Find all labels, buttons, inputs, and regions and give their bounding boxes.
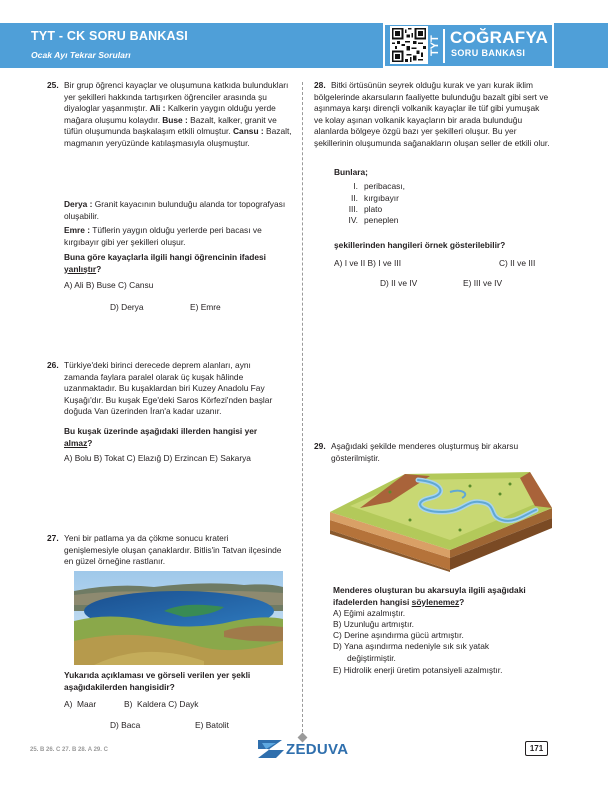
question-stem: şekillerinden hangileri örnek gösterilebilir? (334, 240, 506, 250)
crater-lake-photo (74, 571, 283, 665)
question-negative-word: almaz (64, 437, 88, 448)
option-e[interactable]: E) III ve IV (463, 278, 503, 288)
option-a-b-c[interactable]: A) Maar B) Kaldera C) Dayk (64, 699, 199, 709)
book-subtitle: Ocak Ayı Tekrar Soruları (31, 50, 131, 60)
question-text: Aşağıdaki şekilde menderes oluşturmuş bir akarsu gösterilmiştir. (331, 441, 519, 463)
roman-numeral: IV. (348, 215, 358, 225)
page-header (0, 0, 608, 80)
roman-item-2 (334, 193, 399, 205)
question-25-emre (64, 225, 292, 248)
option-d[interactable]: D) Baca (110, 720, 141, 730)
option-row-abc[interactable] (64, 699, 199, 711)
roman-numeral: II. (351, 193, 358, 203)
question-negative-word: söylenemez (411, 596, 460, 607)
question-29-stem (333, 585, 551, 608)
speaker-derya: Derya : (64, 199, 93, 209)
question-25-stem (64, 252, 292, 275)
option-d[interactable]: D) II ve IV (380, 278, 418, 288)
question-number: 26. (47, 360, 59, 370)
option-d-continued: değiştirmiştir. (347, 653, 396, 663)
question-stem: Bu kuşak üzerinde aşağıdaki illerden hangisi yer (64, 426, 258, 436)
option-b[interactable]: B) Uzunluğu artmıştır. (333, 619, 414, 629)
question-mark: ? (459, 596, 465, 607)
answer-key: 25. B 26. C 27. B 28. A 29. C (30, 747, 108, 753)
question-text: Yeni bir patlama ya da çökme sonucu krateri genişlemesiyle oluşan çanaklardır. Bitlis'in Tatvan ilçesinde en güzel örneğine rastlanır. (64, 533, 282, 567)
roman-item-1 (334, 181, 405, 193)
statement-cansu: Bazalt, magmanın yeryüzünde katılaşmasıyla oluşmuştur. (64, 126, 292, 148)
roman-item-4 (334, 215, 398, 227)
speaker-cansu: Cansu : (232, 126, 264, 137)
speaker-ali: Ali : (149, 103, 166, 114)
question-27-stem (64, 670, 289, 693)
book-title: TYT - CK SORU BANKASI (31, 29, 188, 43)
zeduva-logo-icon (256, 738, 286, 760)
meander-river-diagram (330, 472, 552, 572)
option-row[interactable]: A) Bolu B) Tokat C) Elazığ D) Erzincan E) Sakarya (64, 453, 251, 463)
column-divider (302, 82, 303, 737)
roman-text: peribacası, (364, 181, 405, 191)
tyt-vertical-label: TYT (429, 35, 441, 57)
question-negative-word: yanlıştır (64, 263, 97, 274)
page-number: 171 (525, 741, 548, 756)
option-row-ab[interactable]: A) I ve II B) I ve III (334, 258, 402, 268)
statement-buse: Bazalt, kalker, granit ve tüfün oluşumunda başkalaşım etkili olmuştur. (64, 114, 277, 137)
question-number: 28. (314, 80, 326, 90)
speaker-buse: Buse : (162, 114, 188, 125)
option-row-abc[interactable]: A) Ali B) Buse C) Cansu (64, 280, 154, 290)
option-e[interactable]: E) Emre (190, 302, 221, 312)
question-mark: ? (87, 437, 93, 448)
subject-name: COĞRAFYA (450, 28, 549, 47)
statement-ali: Kalkerin yaygın olduğu yerde mağara oluşumu kolaydır. (64, 103, 276, 125)
question-body (64, 80, 297, 150)
question-text: Bitki örtüsünün seyrek olduğu kurak ve yarı kurak iklim bölgelerinde akarsuların faaliyette bulunduğu bazalt gibi sert ve aşınmaya karşı dirençli volkanik kayaçlar ile tüf gibi yumuşak ve kolay aşınan volkanik kayaçların bir arada bulunduğu alanlarda bölgeye özgü bazı yer şekilleri oluşur. Bu yer şekillerinin oluşumunda sağanakların oluşan seller de etkili olur. (314, 80, 550, 148)
question-mark: ? (96, 263, 102, 274)
statement-derya: Granit kayacının bulunduğu alanda tor topografyası oluşabilir. (64, 199, 286, 221)
option-c[interactable]: C) II ve III (499, 258, 536, 268)
option-c[interactable]: C) Derine aşındırma gücü artmıştır. (333, 630, 464, 640)
speaker-emre: Emre : (64, 225, 91, 235)
roman-item-3 (334, 204, 382, 216)
question-28-stem (334, 240, 554, 252)
roman-text: plato (364, 204, 383, 214)
question-intro: Bir grup öğrenci kayaçlar ve oluşumuna katkıda bulundukları yer şekilleri hakkında tartışırken öğrenciler arasında şu diyaloglar yaşanmıştır. (64, 80, 289, 114)
question-stem: Buna göre kayaçlarla ilgili hangi öğrencinin ifadesi (64, 252, 266, 262)
option-d[interactable]: D) Yana aşındırma nedeniyle sık sık yatak (333, 641, 490, 651)
question-stem: Menderes oluşturan bu akarsuyla ilgili aşağıdaki ifadelerden hangisi (333, 585, 526, 607)
question-text: Türkiye'deki birinci derecede deprem alanları, aynı zamanda faylara paralel olarak üç kuşak hâlinde uzanmaktadır. Bu kuşaklardan biri Kuzey Anadolu Fay Kuşağı'dır. Bu kuşak Ege'deki Saros Körfezi'nden başlar doğuda Van üzerinden İran'a kadar uzanır. (64, 360, 273, 417)
option-d[interactable]: D) Derya (110, 302, 144, 312)
question-25-derya (64, 199, 292, 222)
roman-numeral: III. (348, 204, 358, 214)
roman-text: peneplen (364, 215, 399, 225)
book-type: SORU BANKASI (451, 48, 526, 58)
question-number: 29. (314, 441, 326, 451)
roman-text: kırgıbayır (364, 193, 399, 203)
statement-emre: Tüflerin yaygın olduğu yerlerde peri bacası ve kırgıbayır gibi yer şekilleri oluşur. (64, 225, 262, 247)
roman-numeral: I. (353, 181, 358, 191)
qr-code-icon[interactable] (390, 26, 428, 64)
publisher-name: ZEDUVA (286, 741, 349, 758)
option-e[interactable]: E) Hidrolik enerji üretim potansiyeli azalmıştır. (333, 665, 503, 675)
option-a[interactable]: A) Eğimi azalmıştır. (333, 608, 406, 618)
bunlara-label (334, 167, 368, 179)
crater-lake-image (74, 571, 283, 665)
question-26-stem (64, 426, 284, 449)
header-divider (443, 29, 445, 63)
question-stem: Yukarıda açıklaması ve görseli verilen yer şekli aşağıdakilerden hangisidir? (64, 670, 251, 692)
question-number: 25. (47, 80, 59, 90)
meander-block-diagram (330, 472, 552, 572)
bunlara-text: Bunlara; (334, 167, 368, 177)
question-number: 27. (47, 533, 59, 543)
option-e[interactable]: E) Batolit (195, 720, 229, 730)
